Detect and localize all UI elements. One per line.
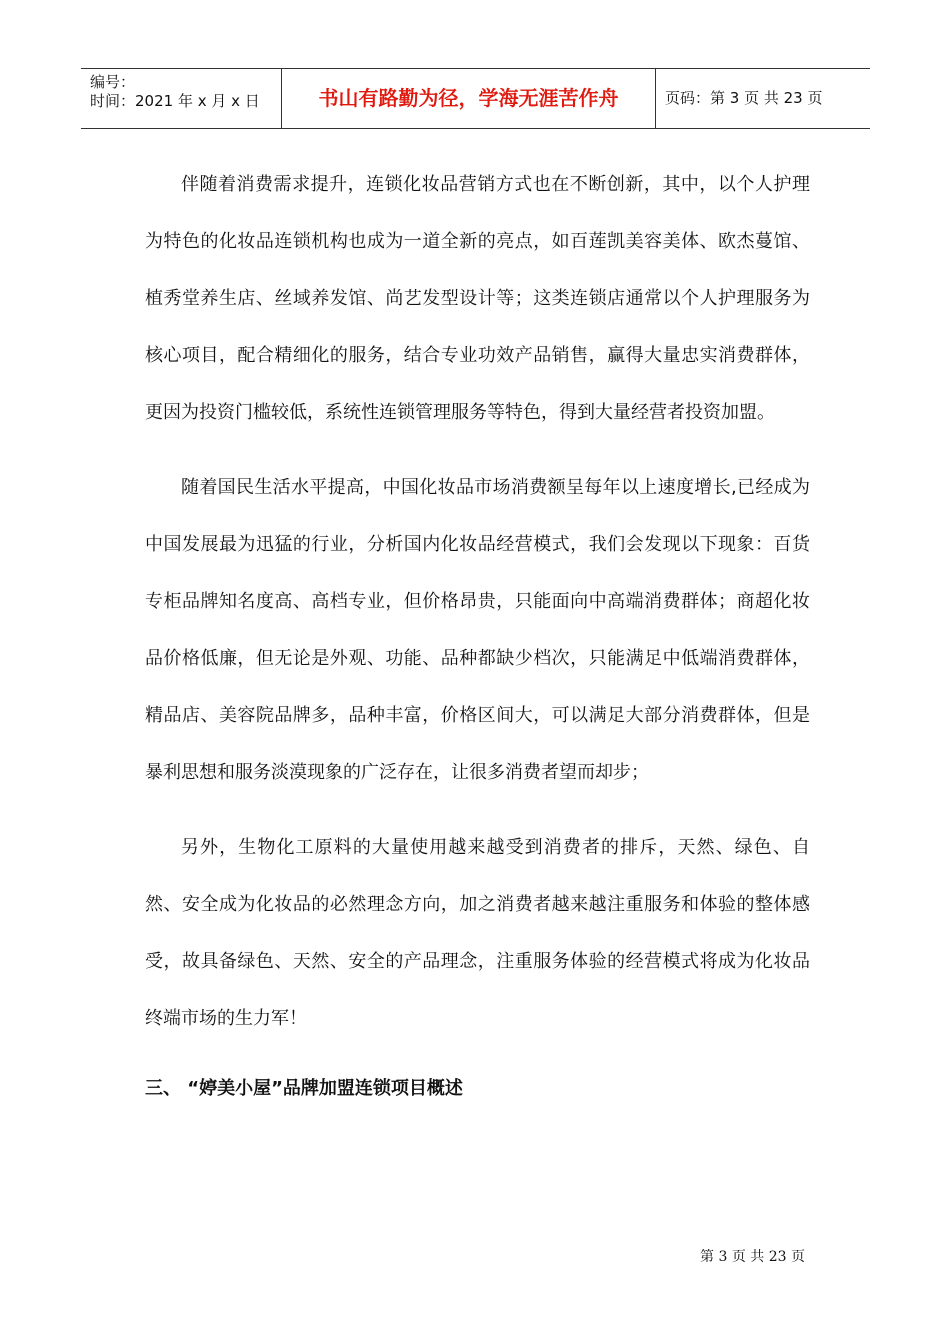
page-footer: 第 3 页 共 23 页: [700, 1249, 805, 1265]
body-paragraph-1: 伴随着消费需求提升，连锁化妆品营销方式也在不断创新，其中，以个人护理为特色的化妆品连锁机构也成为一道全新的亮点，如百莲凯美容美体、欧杰蔓馆、植秀堂养生店、丝域养发馆、尚艺发型设计等；这类连锁店通常以个人护理服务为核心项目，配合精细化的服务，结合专业功效产品销售，赢得大量忠实消费群体，更因为投资门槛较低，系统性连锁管理服务等特色，得到大量经营者投资加盟。: [145, 174, 810, 423]
document-header: [81, 68, 870, 129]
body-paragraph-2: 随着国民生活水平提高，中国化妆品市场消费额呈每年以上速度增长,已经成为中国发展最为迅猛的行业，分析国内化妆品经营模式，我们会发现以下现象：百货专柜品牌知名度高、高档专业，但价格昂贵，只能面向中高端消费群体；商超化妆品价格低廉，但无论是外观、功能、品种都缺少档次，只能满足中低端消费群体，精品店、美容院品牌多，品种丰富，价格区间大，可以满足大部分消费群体，但是暴利思想和服务淡漠现象的广泛存在，让很多消费者望而却步；: [145, 477, 810, 783]
header-page-info: 页码：第 3 页 共 23 页: [665, 89, 823, 107]
header-meta: [90, 73, 280, 111]
document-time-label: 时间：2021 年 x 月 x 日: [90, 92, 260, 110]
header-divider-right: [655, 69, 656, 128]
body-paragraph-3: 另外，生物化工原料的大量使用越来越受到消费者的排斥，天然、绿色、自然、安全成为化妆品的必然理念方向，加之消费者越来越注重服务和体验的整体感受，故具备绿色、天然、安全的产品理念，注重服务体验的经营模式将成为化妆品终端市场的生力军！: [145, 837, 810, 1029]
document-number-label: 编号：: [90, 73, 136, 91]
document-body: [145, 156, 810, 1117]
header-motto: 书山有路勤为径，学海无涯苦作舟: [318, 86, 619, 110]
section-heading: 三、 “婷美小屋”品牌加盟连锁项目概述: [145, 1078, 463, 1099]
